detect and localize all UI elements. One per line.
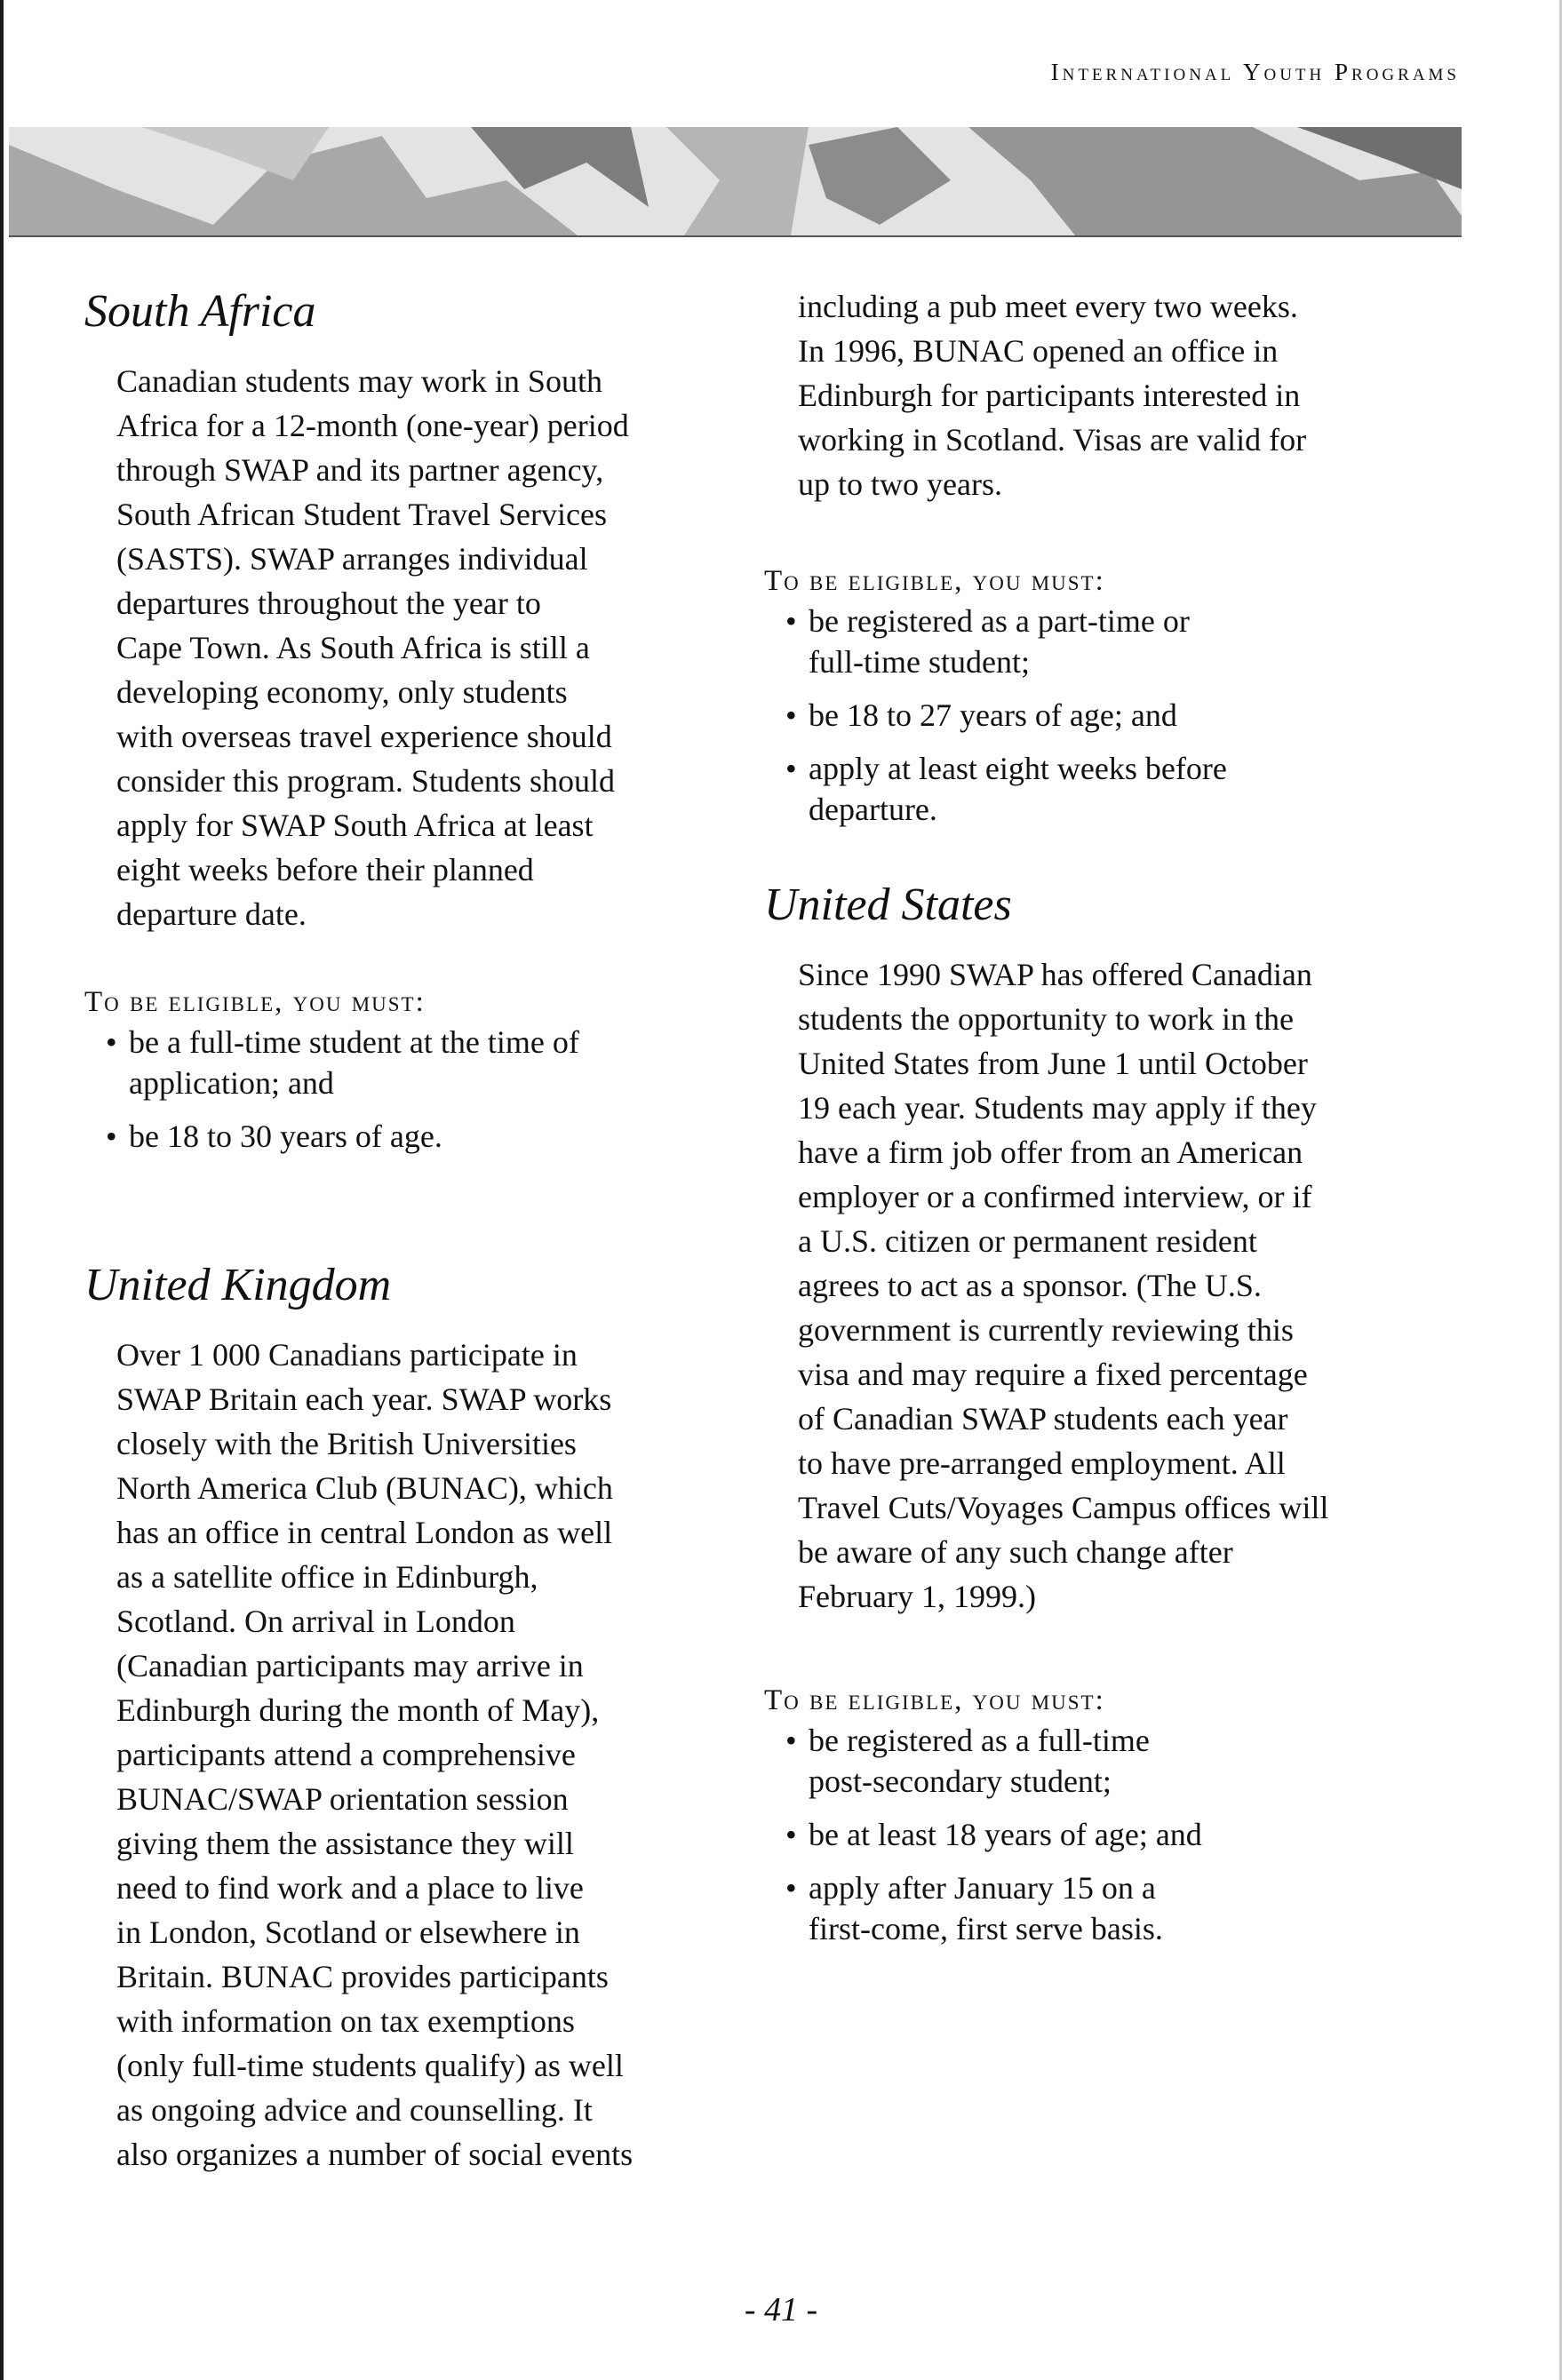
list-item — [93, 1116, 760, 1157]
right-column — [764, 284, 1439, 1962]
united-states-eligibility-heading: To be eligible, you must: — [764, 1684, 1105, 1716]
section-title-united-states: United States — [764, 880, 1012, 930]
united-kingdom-eligibility-heading: To be eligible, you must: — [764, 565, 1105, 597]
decorative-map-banner — [9, 127, 1462, 237]
bullet-icon: • — [106, 1118, 117, 1154]
list-item-text: be 18 to 30 years of age. — [129, 1118, 442, 1154]
map-banner-graphic — [9, 127, 1462, 235]
list-item-text: be registered as a full-time post-secondary student; — [809, 1723, 1150, 1799]
page-number: - 41 - — [744, 2291, 818, 2328]
bullet-icon: • — [785, 697, 797, 733]
list-item-text: be registered as a part-time or full-time student; — [809, 603, 1190, 680]
list-item — [773, 1814, 1439, 1855]
list-item — [773, 601, 1439, 682]
list-item — [773, 1720, 1439, 1802]
section-title-south-africa: South Africa — [84, 286, 316, 337]
section-title-united-kingdom: United Kingdom — [84, 1260, 392, 1310]
united-kingdom-eligibility-list — [764, 601, 1439, 830]
united-states-eligibility-list — [764, 1720, 1439, 1949]
list-item — [93, 1022, 760, 1103]
united-states-body: Since 1990 SWAP has offered Canadian students the opportunity to work in the United States from June 1 until October 19 each year. Students may apply if they have a firm job offer from an American employer or a confirmed interview, or if a U.S. citizen or permanent resident agrees to act as a sponsor. (The U.S. government is currently reviewing this visa and may require a fixed percentage of Canadian SWAP students each year to have pre-arranged employment. All Travel Cuts/Voyages Campus offices will be aware of any such change after February 1, 1999.) — [798, 957, 1329, 1614]
bullet-icon: • — [785, 751, 797, 786]
bullet-icon: • — [785, 1723, 797, 1758]
south-africa-eligibility-list — [84, 1022, 760, 1157]
united-kingdom-body: Over 1 000 Canadians participate in SWAP Britain each year. SWAP works closely with the British Universities North America Club (BUNAC), which has an office in central London as well as a satellite office in Edinburgh, Scotland. On arrival in London (Canadian participants may arrive in Edinburgh during the month of May), participants attend a comprehensive BUNAC/SWAP orientation session giving them the assistance they will need to find work and a place to live in London, Scotland or elsewhere in Britain. BUNAC provides participants with information on tax exemptions (only full-time students qualify) as well as ongoing advice and counselling. It also organizes a number of social events — [116, 1337, 634, 2172]
list-item-text: be at least 18 years of age; and — [809, 1817, 1202, 1852]
scan-left-edge — [0, 0, 4, 2380]
list-item-text: apply after January 15 on a first-come, first serve basis. — [809, 1870, 1163, 1946]
bullet-icon: • — [106, 1024, 117, 1060]
list-item-text: be 18 to 27 years of age; and — [809, 697, 1177, 733]
south-africa-body: Canadian students may work in South Africa for a 12-month (one-year) period through SWAP and its partner agency, South African Student Travel Services (SASTS). SWAP arranges individual departures throughout the year to Cape Town. As South Africa is still a developing economy, only students with overseas travel experience should consider this program. Students should apply for SWAP South Africa at least eight weeks before their planned departure date. — [116, 363, 629, 932]
running-head: International Youth Programs — [1050, 59, 1460, 85]
left-column — [84, 284, 760, 2177]
list-item-text: apply at least eight weeks before departure. — [809, 751, 1227, 827]
united-kingdom-body-continued: including a pub meet every two weeks. In 1996, BUNAC opened an office in Edinburgh for participants interested in working in Scotland. Visas are valid for up to two years. — [798, 289, 1307, 502]
bullet-icon: • — [785, 603, 797, 639]
south-africa-eligibility-heading: To be eligible, you must: — [84, 986, 426, 1018]
bullet-icon: • — [785, 1870, 797, 1906]
list-item — [773, 748, 1439, 830]
bullet-icon: • — [785, 1817, 797, 1852]
list-item-text: be a full-time student at the time of application; and — [129, 1024, 579, 1101]
list-item — [773, 1867, 1439, 1949]
list-item — [773, 695, 1439, 736]
